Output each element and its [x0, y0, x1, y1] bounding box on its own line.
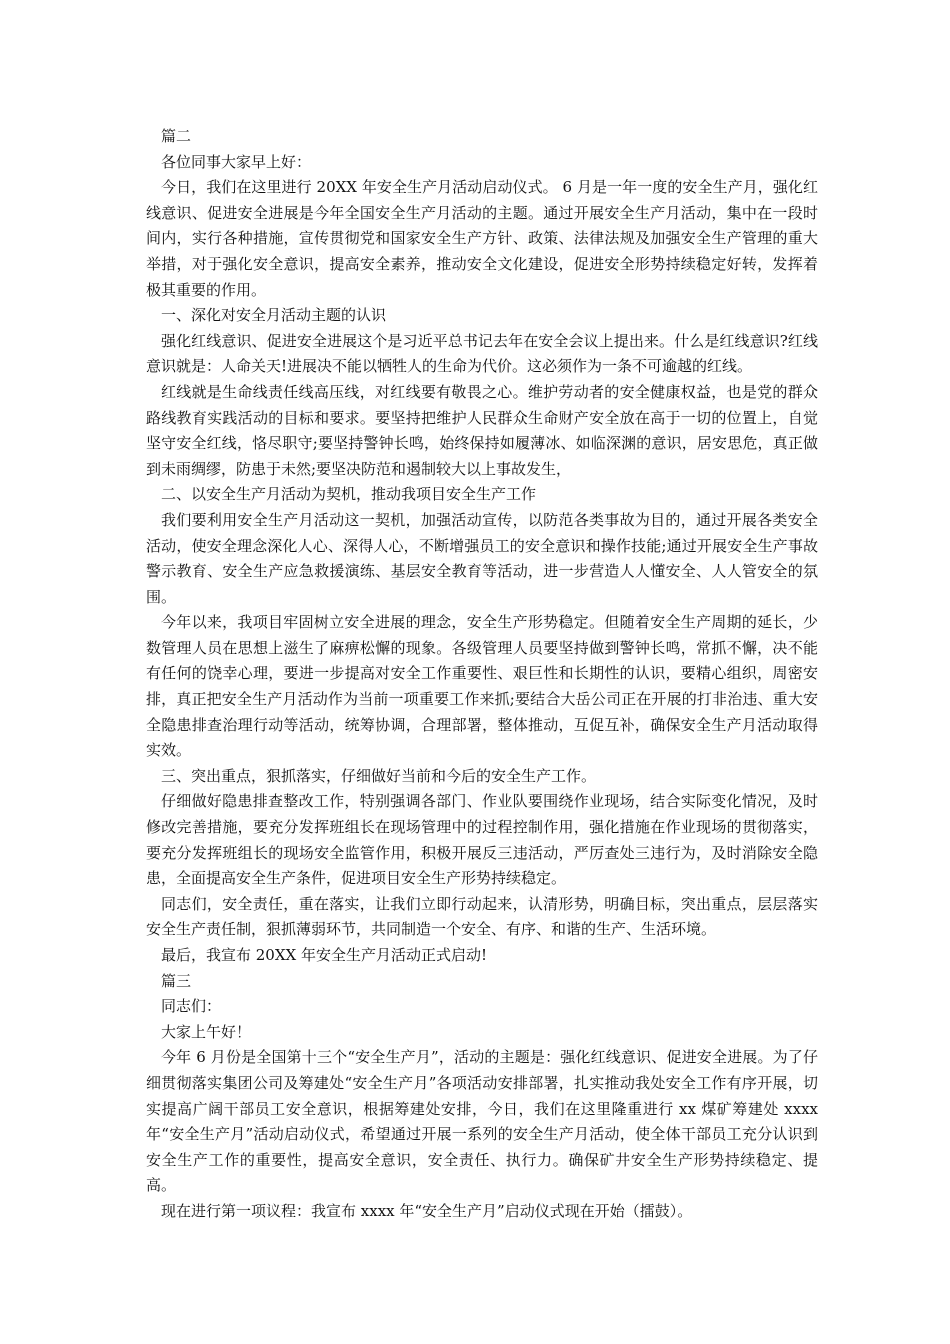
paragraph: 最后，我宣布 20XX 年安全生产月活动正式启动!: [161, 946, 488, 964]
section-heading-2: 篇二: [161, 127, 192, 145]
salutation: 各位同事大家早上好：: [161, 152, 312, 171]
paragraph: 我们要利用安全生产月活动这一契机，加强活动宣传，以防范各类事故为目的，通过开展各类安全活动，使安全理念深化人心、深得人心，不断增强员工的安全意识和操作技能;通过开展安全生产事故警示教育、安全生产应急救援演练、基层安全教育等活动，进一步营造人人懂安全、人人管安全的氛围。: [146, 510, 818, 606]
paragraph: 今年 6 月份是全国第十三个“安全生产月”，活动的主题是：强化红线意识、促进安全进展。为了仔细贯彻落实集团公司及筹建处“安全生产月”各项活动安排部署，扎实推动我处安全工作有序开展，切实提高广阔干部员工安全意识，根据筹建处安排，今日，我们在这里隆重进行 xx 煤矿筹建处 xxxx 年“安全生产月”活动启动仪式，希望通过开展一系列的安全生产月活动，使全体干部员工充分认识到安全生产工作的重要性，提高安全意识，安全责任、执行力。确保矿井安全生产形势持续稳定、提高。: [146, 1048, 818, 1195]
paragraph: 今日，我们在这里进行 20XX 年安全生产月活动启动仪式。 6 月是一年一度的安全生产月，强化红线意识、促进安全进展是今年全国安全生产月活动的主题。通过开展安全生产月活动，集中在一段时间内，实行各种措施，宣传贯彻党和国家安全生产方针、政策、法律法规及加强安全生产管理的重大举措，对于强化安全意识，提高安全素养，推动安全文化建设，促进安全形势持续稳定好转，发挥着极其重要的作用。: [146, 178, 818, 299]
paragraph: 同志们，安全责任，重在落实，让我们立即行动起来，认清形势，明确目标，突出重点，层层落实安全生产责任制，狠抓薄弱环节，共同制造一个安全、有序、和谐的生产、生活环境。: [146, 894, 818, 939]
paragraph: 仔细做好隐患排查整改工作，特别强调各部门、作业队要围绕作业现场，结合实际变化情况，及时修改完善措施，要充分发挥班组长在现场管理中的过程控制作用，强化措施在作业现场的贯彻落实，要充分发挥班组长的现场安全监管作用，积极开展反三违活动，严厉查处三违行为，及时消除安全隐患，全面提高安全生产条件，促进项目安全生产形势持续稳定。: [146, 792, 818, 888]
subheading: 二、以安全生产月活动为契机，推动我项目安全生产工作: [161, 485, 537, 504]
paragraph: 现在进行第一项议程：我宣布 xxxx 年“安全生产月”启动仪式现在开始（擂鼓）。: [161, 1201, 693, 1220]
paragraph: 强化红线意识、促进安全进展这个是习近平总书记去年在安全会议上提出来。什么是红线意识?红线意识就是：人命关天!进展决不能以牺牲人的生命为代价。这必须作为一条不可逾越的红线。: [146, 331, 818, 376]
section-heading-3: 篇三: [161, 971, 192, 990]
subheading: 一、深化对安全月活动主题的认识: [161, 306, 387, 325]
paragraph: 红线就是生命线责任线高压线，对红线要有敬畏之心。维护劳动者的安全健康权益，也是党的群众路线教育实践活动的目标和要求。要坚持把维护人民群众生命财产安全放在高于一切的位置上，自觉坚守安全红线，恪尽职守;要坚持警钟长鸣，始终保持如履薄冰、如临深渊的意识，居安思危，真正做到未雨绸缪，防患于未然;要坚决防范和遏制较大以上事故发生，: [146, 382, 818, 478]
paragraph: 今年以来，我项目牢固树立安全进展的理念，安全生产形势稳定。但随着安全生产周期的延长，少数管理人员在思想上滋生了麻痹松懈的现象。各级管理人员要坚持做到警钟长鸣，常抓不懈，决不能有任何的饶幸心理，要进一步提高对安全工作重要性、艰巨性和长期性的认识，要精心组织，周密安排，真正把安全生产月活动作为当前一项重要工作来抓;要结合大岳公司正在开展的打非治违、重大安全隐患排查治理行动等活动，统筹协调，合理部署，整体推动，互促互补，确保安全生产月活动取得实效。: [146, 613, 818, 760]
document-body: [146, 124, 818, 1225]
subheading: 三、突出重点，狠抓落实，仔细做好当前和今后的安全生产工作。: [161, 766, 597, 785]
salutation: 同志们：: [161, 997, 222, 1016]
greeting: 大家上午好！: [161, 1022, 252, 1041]
